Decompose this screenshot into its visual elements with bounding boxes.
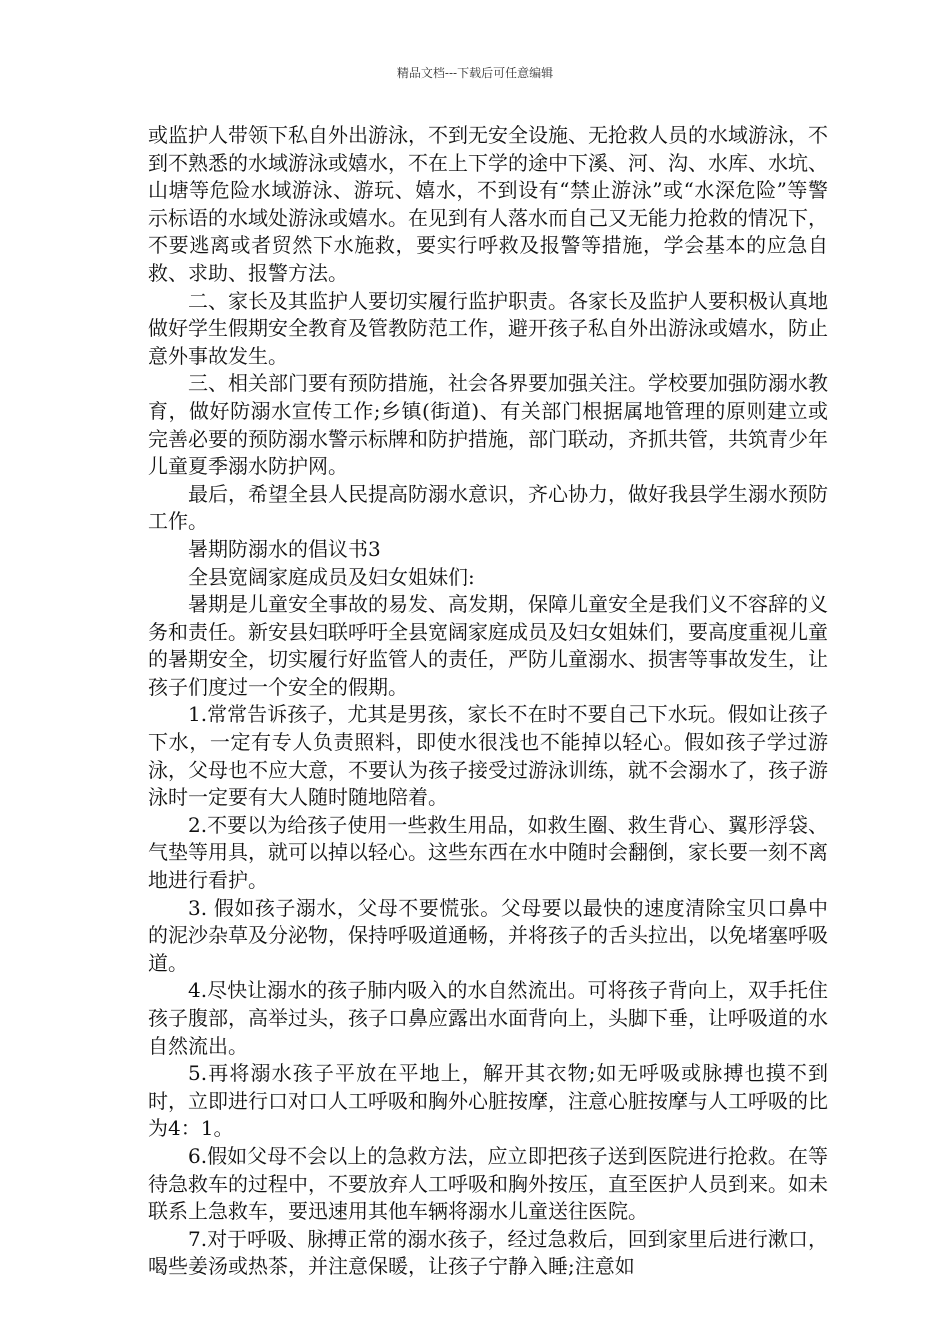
list-item-1: 1.常常告诉孩子，尤其是男孩，家长不在时不要自己下水玩。假如让孩子下水，一定有专人负责照料，即使水很浅也不能掉以轻心。假如孩子学过游泳，父母也不应大意，不要认为孩子接受过游泳训练，就不会溺水了，孩子游泳时一定要有大人随时随地陪着。 [148, 702, 828, 810]
list-item-5: 5.再将溺水孩子平放在平地上，解开其衣物;如无呼吸或脉搏也摸不到时，立即进行口对口人工呼吸和胸外心脏按摩，注意心脏按摩与人工呼吸的比为4：1。 [148, 1061, 828, 1141]
paragraph-conclusion: 最后，希望全县人民提高防溺水意识，齐心协力，做好我县学生溺水预防工作。 [148, 481, 828, 534]
list-item-7: 7.对于呼吸、脉搏正常的溺水孩子，经过急救后，回到家里后进行漱口，喝些姜汤或热茶，并注意保暖，让孩子宁静入睡;注意如 [148, 1226, 828, 1279]
paragraph-intro: 暑期是儿童安全事故的易发、高发期，保障儿童安全是我们义不容辞的义务和责任。新安县妇联呼吁全县宽阔家庭成员及妇女姐妹们，要高度重视儿童的暑期安全，切实履行好监管人的责任，严防儿童溺水、损害等事故发生，让孩子们度过一个安全的假期。 [148, 592, 828, 699]
page-header: 精品文档---下载后可任意编辑 [396, 66, 554, 80]
list-item-2: 2.不要以为给孩子使用一些救生用品，如救生圈、救生背心、翼形浮袋、气垫等用具，就可以掉以轻心。这些东西在水中随时会翻倒，家长要一刻不离地进行看护。 [148, 812, 828, 893]
list-item-6: 6.假如父母不会以上的急救方法，应立即把孩子送到医院进行抢救。在等待急救车的过程中，不要放弃人工呼吸和胸外按压，直至医护人员到来。如未联系上急救车，要迅速用其他车辆将溺水儿童送往医院。 [148, 1143, 828, 1224]
paragraph-section-2: 二、家长及其监护人要切实履行监护职责。各家长及监护人要积极认真地做好学生假期安全教育及管教防范工作，避开孩子私自外出游泳或嬉水，防止意外事故发生。 [148, 288, 828, 368]
paragraph-continued: 或监护人带领下私自外出游泳，不到无安全设施、无抢救人员的水域游泳，不到不熟悉的水域游泳或嬉水，不在上下学的途中下溪、河、沟、水库、水坑、山塘等危险水域游泳、游玩、嬉水，不到设有“禁止游泳”或“水深危险”等警示标语的水域处游泳或嬉水。在见到有人落水而自己又无能力抢救的情况下，不要逃离或者贸然下水施救，要实行呼救及报警等措施，学会基本的应急自救、求助、报警方法。 [148, 123, 828, 285]
document-subtitle: 暑期防溺水的倡议书3 [188, 536, 381, 561]
list-item-3: 3. 假如孩子溺水，父母不要慌张。父母要以最快的速度清除宝贝口鼻中的泥沙杂草及分泌物，保持呼吸道通畅，并将孩子的舌头拉出，以免堵塞呼吸道。 [148, 895, 828, 975]
paragraph-section-3: 三、相关部门要有预防措施，社会各界要加强关注。学校要加强防溺水教育，做好防溺水宣传工作;乡镇(街道)、有关部门根据属地管理的原则建立或完善必要的预防溺水警示标牌和防护措施，部门联动，齐抓共管，共筑青少年儿童夏季溺水防护网。 [148, 371, 828, 479]
salutation: 全县宽阔家庭成员及妇女姐妹们: [188, 564, 475, 589]
document-body [148, 122, 828, 1281]
list-item-4: 4.尽快让溺水的孩子肺内吸入的水自然流出。可将孩子背向上，双手托住孩子腹部，高举过头，孩子口鼻应露出水面背向上，头脚下垂，让呼吸道的水自然流出。 [148, 978, 828, 1058]
